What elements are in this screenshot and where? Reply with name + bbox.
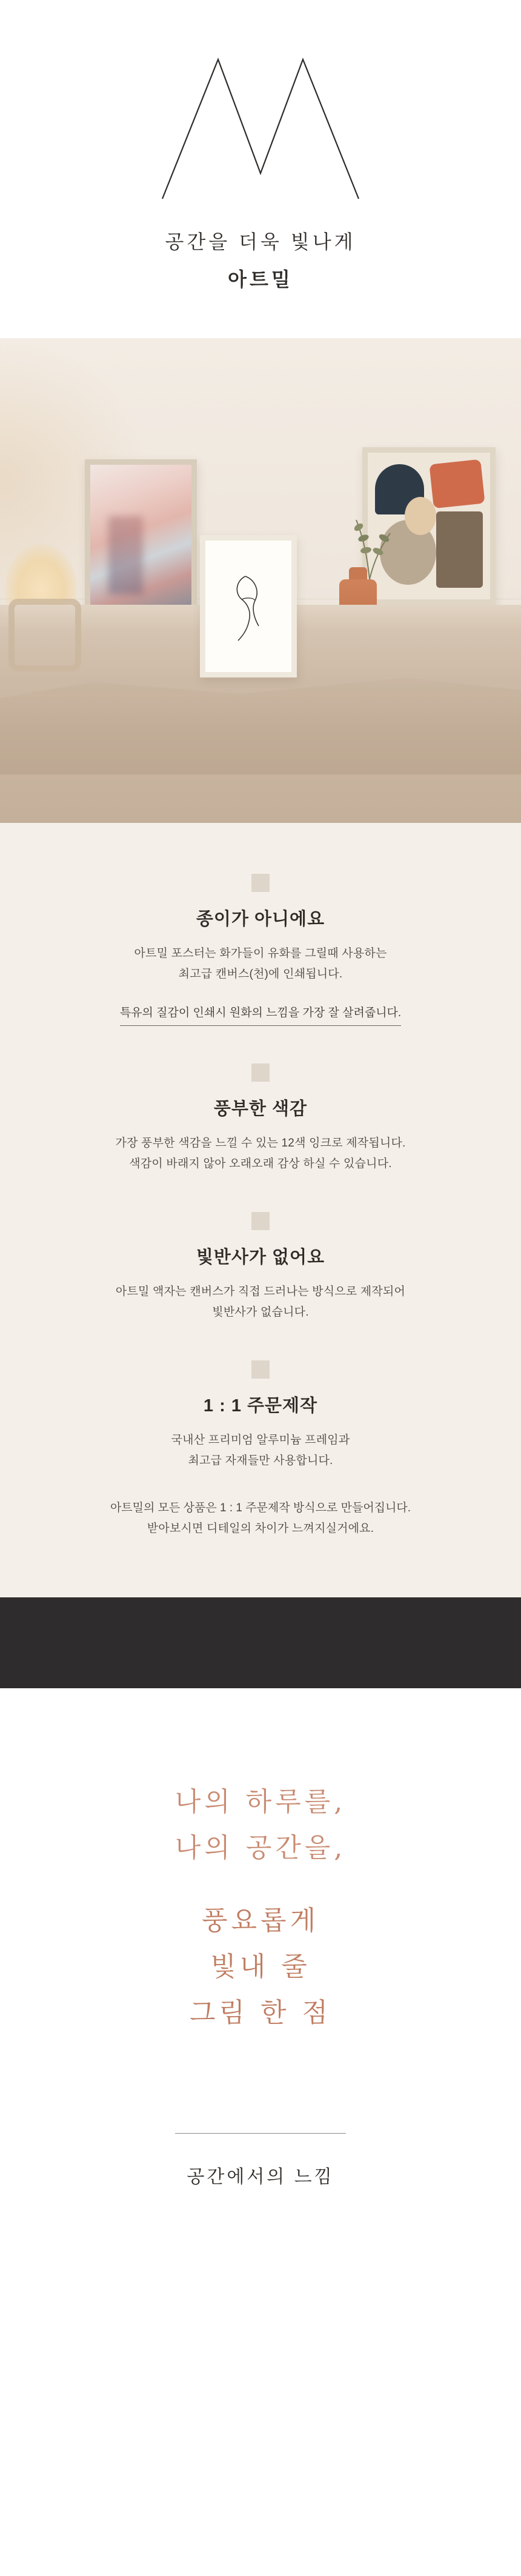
- quote-line: 나의 하루를,: [174, 1786, 347, 1817]
- footer-divider: [175, 2133, 346, 2134]
- quote-line: 빛내 줄: [210, 1951, 311, 1982]
- feature-line: 색감이 바래지 않아 오래오래 감상 하실 수 있습니다.: [129, 1157, 392, 1170]
- framed-art-line-drawing: [200, 535, 297, 677]
- square-bullet-icon: [251, 1212, 270, 1230]
- line-drawing-artwork: [205, 541, 291, 672]
- quote-line: 나의 공간을,: [174, 1832, 347, 1863]
- features-footnote-line: 아트밀의 모든 상품은 1 : 1 주문제작 방식으로 만들어집니다.: [110, 1502, 411, 1514]
- hero-photo: [0, 338, 521, 823]
- feature-line: 빛반사가 없습니다.: [212, 1306, 309, 1319]
- am-monogram-logo-icon: [158, 52, 363, 204]
- feature-title: 종이가 아니에요: [196, 910, 325, 929]
- features-footnote-line: 받아보시면 디테일의 차이가 느껴지실거에요.: [147, 1522, 374, 1535]
- footer-section: [0, 2133, 521, 2261]
- feature-block: [0, 1360, 521, 1539]
- feature-title: 1 : 1 주문제작: [203, 1396, 318, 1416]
- figure-line-icon: [227, 573, 270, 645]
- olive-branch-icon: [332, 502, 405, 581]
- feature-line: 가장 풍부한 색감을 느낄 수 있는 12색 잉크로 제작됩니다.: [115, 1137, 406, 1150]
- square-bullet-icon: [251, 874, 270, 892]
- square-bullet-icon: [251, 1063, 270, 1082]
- feature-block: [0, 1212, 521, 1323]
- footer-text: 공간에서의 느낌: [187, 2167, 334, 2187]
- brand-name: 아트밀: [228, 268, 293, 290]
- feature-line: 아트밀 포스터는 화가들이 유화를 그릴때 사용하는: [134, 947, 387, 960]
- quote-line: 풍요롭게: [201, 1905, 319, 1936]
- square-bullet-icon: [251, 1360, 270, 1379]
- feature-line: 아트밀 액자는 캔버스가 직접 드러나는 방식으로 제작되어: [115, 1285, 406, 1298]
- chair-frame: [8, 599, 81, 671]
- feature-block: [0, 874, 521, 1026]
- feature-block: [0, 1063, 521, 1174]
- feature-title: 빛반사가 없어요: [196, 1248, 325, 1267]
- bed-fold: [0, 671, 521, 774]
- features-section: [0, 823, 521, 1597]
- hero-section: [0, 0, 521, 292]
- brand-tagline: 공간을 더욱 빛나게: [165, 231, 356, 253]
- feature-title: 풍부한 색감: [213, 1099, 308, 1119]
- feature-line: 국내산 프리미엄 알루미늄 프레임과: [171, 1434, 350, 1446]
- quote-line: 그림 한 점: [190, 1997, 331, 2028]
- dark-divider-band: [0, 1597, 521, 1688]
- feature-line: 최고급 자재들만 사용합니다.: [188, 1454, 333, 1467]
- feature-line: 최고급 캔버스(천)에 인쇄됩니다.: [178, 968, 343, 980]
- feature-note: 특유의 질감이 인쇄시 원화의 느낌을 가장 잘 살려줍니다.: [120, 1003, 401, 1026]
- quote-section: [0, 1688, 521, 2133]
